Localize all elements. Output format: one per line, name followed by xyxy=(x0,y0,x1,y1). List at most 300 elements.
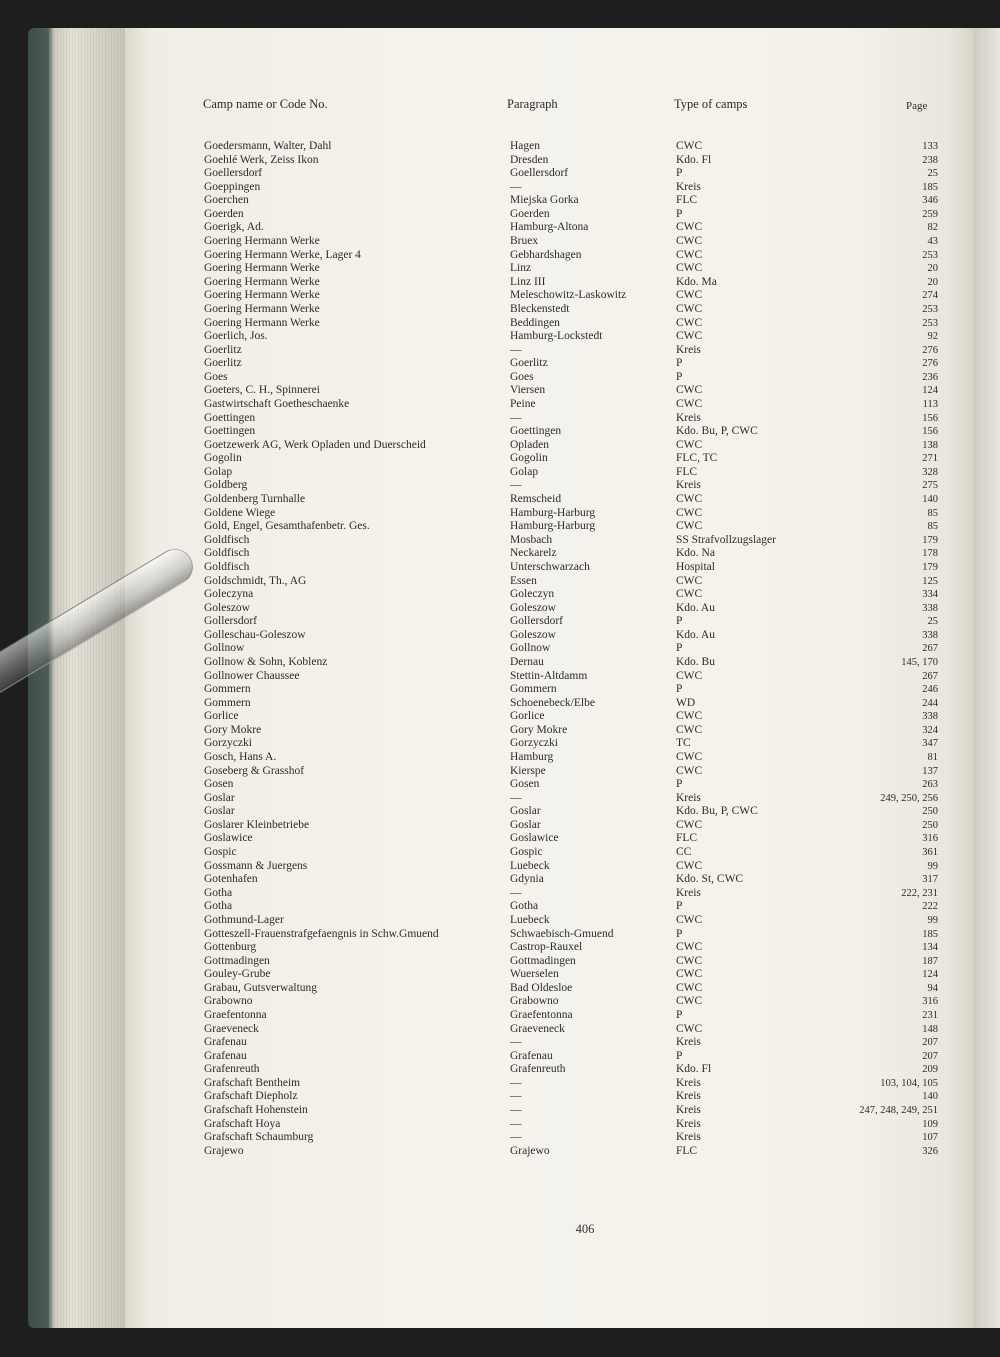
camp-name: Goldenberg Turnhalle xyxy=(204,493,306,506)
page-ref: 338 xyxy=(922,602,938,614)
camp-type: Kreis xyxy=(676,1117,701,1130)
paragraph: Hamburg-Altona xyxy=(510,221,589,234)
table-row xyxy=(0,602,1000,616)
paragraph: Luebeck xyxy=(510,913,550,926)
camp-type: CWC xyxy=(676,289,703,302)
paragraph: Remscheid xyxy=(510,493,562,506)
table-row xyxy=(0,547,1000,561)
paragraph: Wuerselen xyxy=(510,968,559,981)
camp-type: TC xyxy=(676,737,691,750)
paragraph: Essen xyxy=(510,574,537,587)
camp-type: CC xyxy=(676,846,692,859)
paragraph: Bad Oldesloe xyxy=(510,981,573,994)
camp-type: Kreis xyxy=(676,791,701,804)
paragraph: — xyxy=(510,1131,522,1144)
camp-name: Gorzyczki xyxy=(204,737,252,750)
camp-type: CWC xyxy=(676,574,703,587)
page-ref: 361 xyxy=(922,847,938,859)
camp-name: Goettingen xyxy=(204,425,256,438)
camp-name: Gospic xyxy=(204,846,237,859)
table-row xyxy=(0,412,1000,426)
camp-type: P xyxy=(676,167,683,180)
paragraph: Goellersdorf xyxy=(510,167,569,180)
camp-type: CWC xyxy=(676,954,703,967)
paragraph: Grafenreuth xyxy=(510,1063,566,1076)
paragraph: Luebeck xyxy=(510,859,550,872)
camp-name: Grajewo xyxy=(204,1144,244,1157)
table-row xyxy=(0,1104,1000,1118)
table-row xyxy=(0,317,1000,331)
table-row xyxy=(0,778,1000,792)
table-row xyxy=(0,344,1000,358)
camp-name: Grafenreuth xyxy=(204,1063,260,1076)
page-ref: 253 xyxy=(922,317,938,329)
page-ref: 249, 250, 256 xyxy=(880,792,938,804)
table-row xyxy=(0,534,1000,548)
camp-name: Gossmann & Juergens xyxy=(204,859,308,872)
camp-type: CWC xyxy=(676,506,703,519)
camp-name: Gosch, Hans A. xyxy=(204,751,277,764)
camp-name: Goleczyna xyxy=(204,588,254,601)
paragraph: Grajewo xyxy=(510,1144,550,1157)
camp-type: CWC xyxy=(676,330,703,343)
camp-name: Goslar xyxy=(204,805,235,818)
page-ref: 324 xyxy=(922,724,938,736)
camp-name: Goerden xyxy=(204,207,244,220)
camp-name: Goerlich, Jos. xyxy=(204,330,268,343)
camp-type: Kreis xyxy=(676,479,701,492)
page-ref: 82 xyxy=(927,222,938,234)
table-row xyxy=(0,398,1000,412)
table-row xyxy=(0,656,1000,670)
page-ref: 253 xyxy=(922,303,938,315)
camp-name: Goeppingen xyxy=(204,180,261,193)
page-ref: 275 xyxy=(922,480,938,492)
paragraph: Schwaebisch-Gmuend xyxy=(510,927,614,940)
page-ref: 107 xyxy=(922,1132,938,1144)
camp-type: CWC xyxy=(676,669,703,682)
page-ref: 103, 104, 105 xyxy=(880,1077,938,1089)
table-row xyxy=(0,900,1000,914)
camp-type: CWC xyxy=(676,493,703,506)
table-row xyxy=(0,642,1000,656)
camp-name: Grabau, Gutsverwaltung xyxy=(204,981,318,994)
page-ref: 267 xyxy=(922,643,938,655)
table-row xyxy=(0,140,1000,154)
page-ref: 140 xyxy=(922,1091,938,1103)
camp-name: Gottenburg xyxy=(204,941,257,954)
camp-type: CWC xyxy=(676,235,703,248)
camp-name: Grafschaft Schaumburg xyxy=(204,1131,314,1144)
camp-type: Kreis xyxy=(676,411,701,424)
page-ref: 276 xyxy=(922,344,938,356)
paragraph: Bruex xyxy=(510,235,539,248)
page-ref: 250 xyxy=(922,806,938,818)
camp-type: CWC xyxy=(676,302,703,315)
camp-name: Goleszow xyxy=(204,601,250,614)
page-ref: 326 xyxy=(922,1145,938,1157)
paragraph: Gebhardshagen xyxy=(510,248,582,261)
table-row xyxy=(0,452,1000,466)
table-row xyxy=(0,737,1000,751)
paragraph: Grafenau xyxy=(510,1049,553,1062)
table-row xyxy=(0,289,1000,303)
camp-type: CWC xyxy=(676,981,703,994)
paragraph: Gollersdorf xyxy=(510,615,564,628)
page-ref: 109 xyxy=(922,1118,938,1130)
camp-name: Golleschau-Goleszow xyxy=(204,628,306,641)
paragraph: — xyxy=(510,343,522,356)
page-ref: 133 xyxy=(922,141,938,152)
table-row xyxy=(0,1077,1000,1091)
paragraph: — xyxy=(510,411,522,424)
camp-type: FLC xyxy=(676,832,698,845)
paragraph: Peine xyxy=(510,397,536,410)
paragraph: Graeveneck xyxy=(510,1022,565,1035)
table-row xyxy=(0,194,1000,208)
paragraph: Goerden xyxy=(510,207,550,220)
camp-type: FLC xyxy=(676,1144,698,1157)
camp-type: P xyxy=(676,370,683,383)
page-ref: 85 xyxy=(927,507,938,519)
table-row xyxy=(0,629,1000,643)
table-row xyxy=(0,805,1000,819)
paragraph: Golap xyxy=(510,465,539,478)
camp-type: CWC xyxy=(676,723,703,736)
camp-name: Gothmund-Lager xyxy=(204,913,284,926)
page-ref: 156 xyxy=(922,426,938,438)
table-row xyxy=(0,221,1000,235)
page-ref: 328 xyxy=(922,466,938,478)
camp-name: Goldfisch xyxy=(204,547,250,560)
paragraph: Hamburg-Lockstedt xyxy=(510,330,603,343)
page-ref: 137 xyxy=(922,765,938,777)
camp-type: CWC xyxy=(676,968,703,981)
paragraph: Gosen xyxy=(510,778,540,791)
page-ref: 134 xyxy=(922,942,938,954)
page-ref: 222 xyxy=(922,901,938,913)
paragraph: Goes xyxy=(510,370,534,383)
page-ref: 25 xyxy=(927,168,938,180)
page-ref: 185 xyxy=(922,928,938,940)
camp-name: Gorlice xyxy=(204,710,239,723)
camp-type: CWC xyxy=(676,262,703,275)
header-type-of-camps: Type of camps xyxy=(674,97,748,111)
paragraph: Gory Mokre xyxy=(510,723,568,736)
camp-name: Goldfisch xyxy=(204,560,250,573)
table-row xyxy=(0,819,1000,833)
page-ref: 140 xyxy=(922,494,938,506)
camp-type: Kreis xyxy=(676,1076,701,1089)
table-row xyxy=(0,1023,1000,1037)
camp-type: Kreis xyxy=(676,1090,701,1103)
paragraph: Bleckenstedt xyxy=(510,302,570,315)
page-ref: 259 xyxy=(922,208,938,220)
table-row xyxy=(0,941,1000,955)
page-ref: 236 xyxy=(922,371,938,383)
camp-type: CWC xyxy=(676,941,703,954)
table-row xyxy=(0,887,1000,901)
camp-type: P xyxy=(676,927,683,940)
table-row xyxy=(0,615,1000,629)
paragraph: Mosbach xyxy=(510,533,553,546)
camp-name: Gogolin xyxy=(204,452,242,465)
page-ref: 124 xyxy=(922,969,938,981)
paragraph: Castrop-Rauxel xyxy=(510,941,583,954)
paragraph: Goerlitz xyxy=(510,357,548,370)
table-row xyxy=(0,303,1000,317)
camp-type: CWC xyxy=(676,751,703,764)
camp-name: Goerlitz xyxy=(204,343,242,356)
table-row xyxy=(0,1050,1000,1064)
paragraph: Gdynia xyxy=(510,873,544,886)
camp-name: Gottmadingen xyxy=(204,954,270,967)
page-ref: 231 xyxy=(922,1010,938,1021)
camp-type: Kdo. Bu, P, CWC xyxy=(676,805,758,818)
table-row xyxy=(0,479,1000,493)
page-ref: 92 xyxy=(927,331,938,343)
paragraph: Graefentonna xyxy=(510,1009,573,1021)
table-row xyxy=(0,1118,1000,1132)
table-row xyxy=(0,968,1000,982)
page-ref: 179 xyxy=(922,561,938,573)
table-row xyxy=(0,683,1000,697)
page-ref: 238 xyxy=(922,154,938,166)
camp-type: P xyxy=(676,357,683,370)
camp-type: P xyxy=(676,207,683,220)
paragraph: Hagen xyxy=(510,140,541,152)
camp-name: Goldberg xyxy=(204,479,248,492)
camp-name: Goslar xyxy=(204,791,235,804)
page-ref: 244 xyxy=(922,697,938,709)
camp-name: Graeveneck xyxy=(204,1022,259,1035)
camp-name: Goldene Wiege xyxy=(204,506,276,519)
paragraph: Beddingen xyxy=(510,316,560,329)
table-row xyxy=(0,765,1000,779)
camp-name: Gouley-Grube xyxy=(204,968,271,981)
camp-name: Gold, Engel, Gesamthafenbetr. Ges. xyxy=(204,520,370,533)
page-ref: 20 xyxy=(927,276,938,288)
camp-name: Grafenau xyxy=(204,1049,247,1062)
camp-name: Grafenau xyxy=(204,1036,247,1049)
page-ref: 276 xyxy=(922,358,938,370)
table-row xyxy=(0,1009,1000,1023)
table-row xyxy=(0,1131,1000,1145)
table-row xyxy=(0,425,1000,439)
camp-name: Goering Hermann Werke xyxy=(204,275,320,288)
camp-type: P xyxy=(676,1049,683,1062)
camp-name: Gollnow xyxy=(204,642,245,655)
camp-name: Gory Mokre xyxy=(204,723,262,736)
camp-name: Graefentonna xyxy=(204,1009,267,1021)
page-ref: 187 xyxy=(922,955,938,967)
camp-type: CWC xyxy=(676,140,703,152)
camp-type: Hospital xyxy=(676,560,715,573)
camp-type: CWC xyxy=(676,913,703,926)
page-ref: 250 xyxy=(922,819,938,831)
paragraph: Linz III xyxy=(510,275,546,288)
page-ref: 346 xyxy=(922,195,938,207)
paragraph: Gottmadingen xyxy=(510,954,576,967)
paragraph: Gotha xyxy=(510,900,539,913)
header-paragraph: Paragraph xyxy=(507,97,558,111)
camp-type: P xyxy=(676,1009,683,1021)
camp-name: Goering Hermann Werke xyxy=(204,262,320,275)
table-row xyxy=(0,384,1000,398)
camp-name: Grafschaft Diepholz xyxy=(204,1090,298,1103)
camp-name: Goerlitz xyxy=(204,357,242,370)
table-row xyxy=(0,832,1000,846)
paragraph: — xyxy=(510,1036,522,1049)
camp-name: Goslawice xyxy=(204,832,253,845)
paragraph: Hamburg-Harburg xyxy=(510,506,596,519)
camp-name: Goerigk, Ad. xyxy=(204,221,264,234)
camp-name: Goseberg & Grasshof xyxy=(204,764,305,777)
paragraph: Goleszow xyxy=(510,601,556,614)
table-row xyxy=(0,1090,1000,1104)
page-ref: 156 xyxy=(922,412,938,424)
table-row xyxy=(0,697,1000,711)
camp-name: Goes xyxy=(204,370,228,383)
camp-type: Kdo. Au xyxy=(676,628,715,641)
table-row xyxy=(0,955,1000,969)
camp-type: Kreis xyxy=(676,1131,701,1144)
table-row xyxy=(0,357,1000,371)
camp-type: CWC xyxy=(676,248,703,261)
camp-name: Goering Hermann Werke xyxy=(204,235,320,248)
camp-name: Goering Hermann Werke, Lager 4 xyxy=(204,248,361,261)
page-ref: 94 xyxy=(927,982,938,994)
paragraph: Schoenebeck/Elbe xyxy=(510,696,595,709)
table-row xyxy=(0,439,1000,453)
paragraph: Viersen xyxy=(510,384,546,397)
paragraph: — xyxy=(510,886,522,899)
page-ref: 222, 231 xyxy=(901,887,938,899)
table-row xyxy=(0,507,1000,521)
camp-name: Goldfisch xyxy=(204,533,250,546)
camp-type: Kdo. Bu, P, CWC xyxy=(676,425,758,438)
table-row xyxy=(0,982,1000,996)
page-ref: 317 xyxy=(922,874,938,886)
paragraph: — xyxy=(510,1117,522,1130)
camp-type: Kdo. Fl xyxy=(676,153,712,166)
page-ref: 99 xyxy=(927,860,938,872)
page-ref: 316 xyxy=(922,833,938,845)
camp-name: Goetzewerk AG, Werk Opladen und Duerscheid xyxy=(204,438,426,451)
paragraph: Gospic xyxy=(510,846,543,859)
camp-name: Goering Hermann Werke xyxy=(204,316,320,329)
camp-type: SS Strafvollzugslager xyxy=(676,533,776,546)
paragraph: Opladen xyxy=(510,438,549,451)
camp-name: Gollnower Chaussee xyxy=(204,669,300,682)
page-ref: 20 xyxy=(927,263,938,275)
camp-type: CWC xyxy=(676,221,703,234)
camp-type: Kdo. Au xyxy=(676,601,715,614)
paragraph: Gollnow xyxy=(510,642,551,655)
camp-name: Gotha xyxy=(204,886,233,899)
table-row xyxy=(0,928,1000,942)
camp-name: Grafschaft Bentheim xyxy=(204,1076,301,1089)
table-row xyxy=(0,371,1000,385)
table-row xyxy=(0,914,1000,928)
camp-name: Goering Hermann Werke xyxy=(204,289,320,302)
page-ref: 316 xyxy=(922,996,938,1008)
camp-type: CWC xyxy=(676,764,703,777)
table-row xyxy=(0,860,1000,874)
camp-type: FLC xyxy=(676,194,698,207)
page-ref: 138 xyxy=(922,439,938,451)
camp-name: Gotteszell-Frauenstrafgefaengnis in Schw.Gmuend xyxy=(204,927,439,940)
paragraph: Goslar xyxy=(510,818,541,831)
page-ref: 334 xyxy=(922,589,938,601)
paragraph: Miejska Gorka xyxy=(510,194,579,207)
camp-type: Kreis xyxy=(676,343,701,356)
table-row xyxy=(0,792,1000,806)
camp-name: Goettingen xyxy=(204,411,256,424)
camp-type: Kdo. Na xyxy=(676,547,715,560)
paragraph: — xyxy=(510,479,522,492)
page-ref: 125 xyxy=(922,575,938,587)
table-row xyxy=(0,235,1000,249)
camp-type: CWC xyxy=(676,1022,703,1035)
paragraph: Gorzyczki xyxy=(510,737,558,750)
camp-name: Goslarer Kleinbetriebe xyxy=(204,818,310,831)
table-row xyxy=(0,670,1000,684)
camp-type: FLC, TC xyxy=(676,452,718,465)
table-row xyxy=(0,1063,1000,1077)
camp-type: P xyxy=(676,642,683,655)
page-ref: 246 xyxy=(922,684,938,696)
table-row xyxy=(0,1145,1000,1159)
paragraph: Dresden xyxy=(510,153,549,166)
table-row xyxy=(0,493,1000,507)
paragraph: Hamburg-Harburg xyxy=(510,520,596,533)
camp-name: Gotenhafen xyxy=(204,873,258,886)
camp-name: Goehlé Werk, Zeiss Ikon xyxy=(204,153,319,166)
page-ref: 25 xyxy=(927,616,938,628)
camp-name: Goering Hermann Werke xyxy=(204,302,320,315)
paragraph: — xyxy=(510,1076,522,1089)
camp-name: Gosen xyxy=(204,778,234,791)
table-row xyxy=(0,520,1000,534)
camp-type: Kdo. St, CWC xyxy=(676,873,744,886)
camp-name: Goellersdorf xyxy=(204,167,263,180)
page-ref: 124 xyxy=(922,385,938,397)
page-ref: 207 xyxy=(922,1050,938,1062)
page-ref: 145, 170 xyxy=(901,656,938,668)
page-ref: 247, 248, 249, 251 xyxy=(859,1105,938,1117)
table-row xyxy=(0,249,1000,263)
camp-type: CWC xyxy=(676,995,703,1008)
paragraph: Goleczyn xyxy=(510,588,555,601)
paragraph: — xyxy=(510,791,522,804)
header-camp-name: Camp name or Code No. xyxy=(203,97,328,111)
table-row xyxy=(0,208,1000,222)
camp-name: Goldschmidt, Th., AG xyxy=(204,574,307,587)
camp-type: Kdo. Fl xyxy=(676,1063,712,1076)
paragraph: Meleschowitz-Laskowitz xyxy=(510,289,627,302)
camp-name: Grafschaft Hoya xyxy=(204,1117,281,1130)
camp-type: Kreis xyxy=(676,1104,701,1117)
camp-type: WD xyxy=(676,696,696,709)
camp-name: Gommern xyxy=(204,696,251,709)
camp-type: FLC xyxy=(676,465,698,478)
camp-name: Gollnow & Sohn, Koblenz xyxy=(204,655,328,668)
paragraph: Goettingen xyxy=(510,425,562,438)
page-ref: 113 xyxy=(922,398,938,410)
paragraph: Hamburg xyxy=(510,751,554,764)
table-row xyxy=(0,1036,1000,1050)
